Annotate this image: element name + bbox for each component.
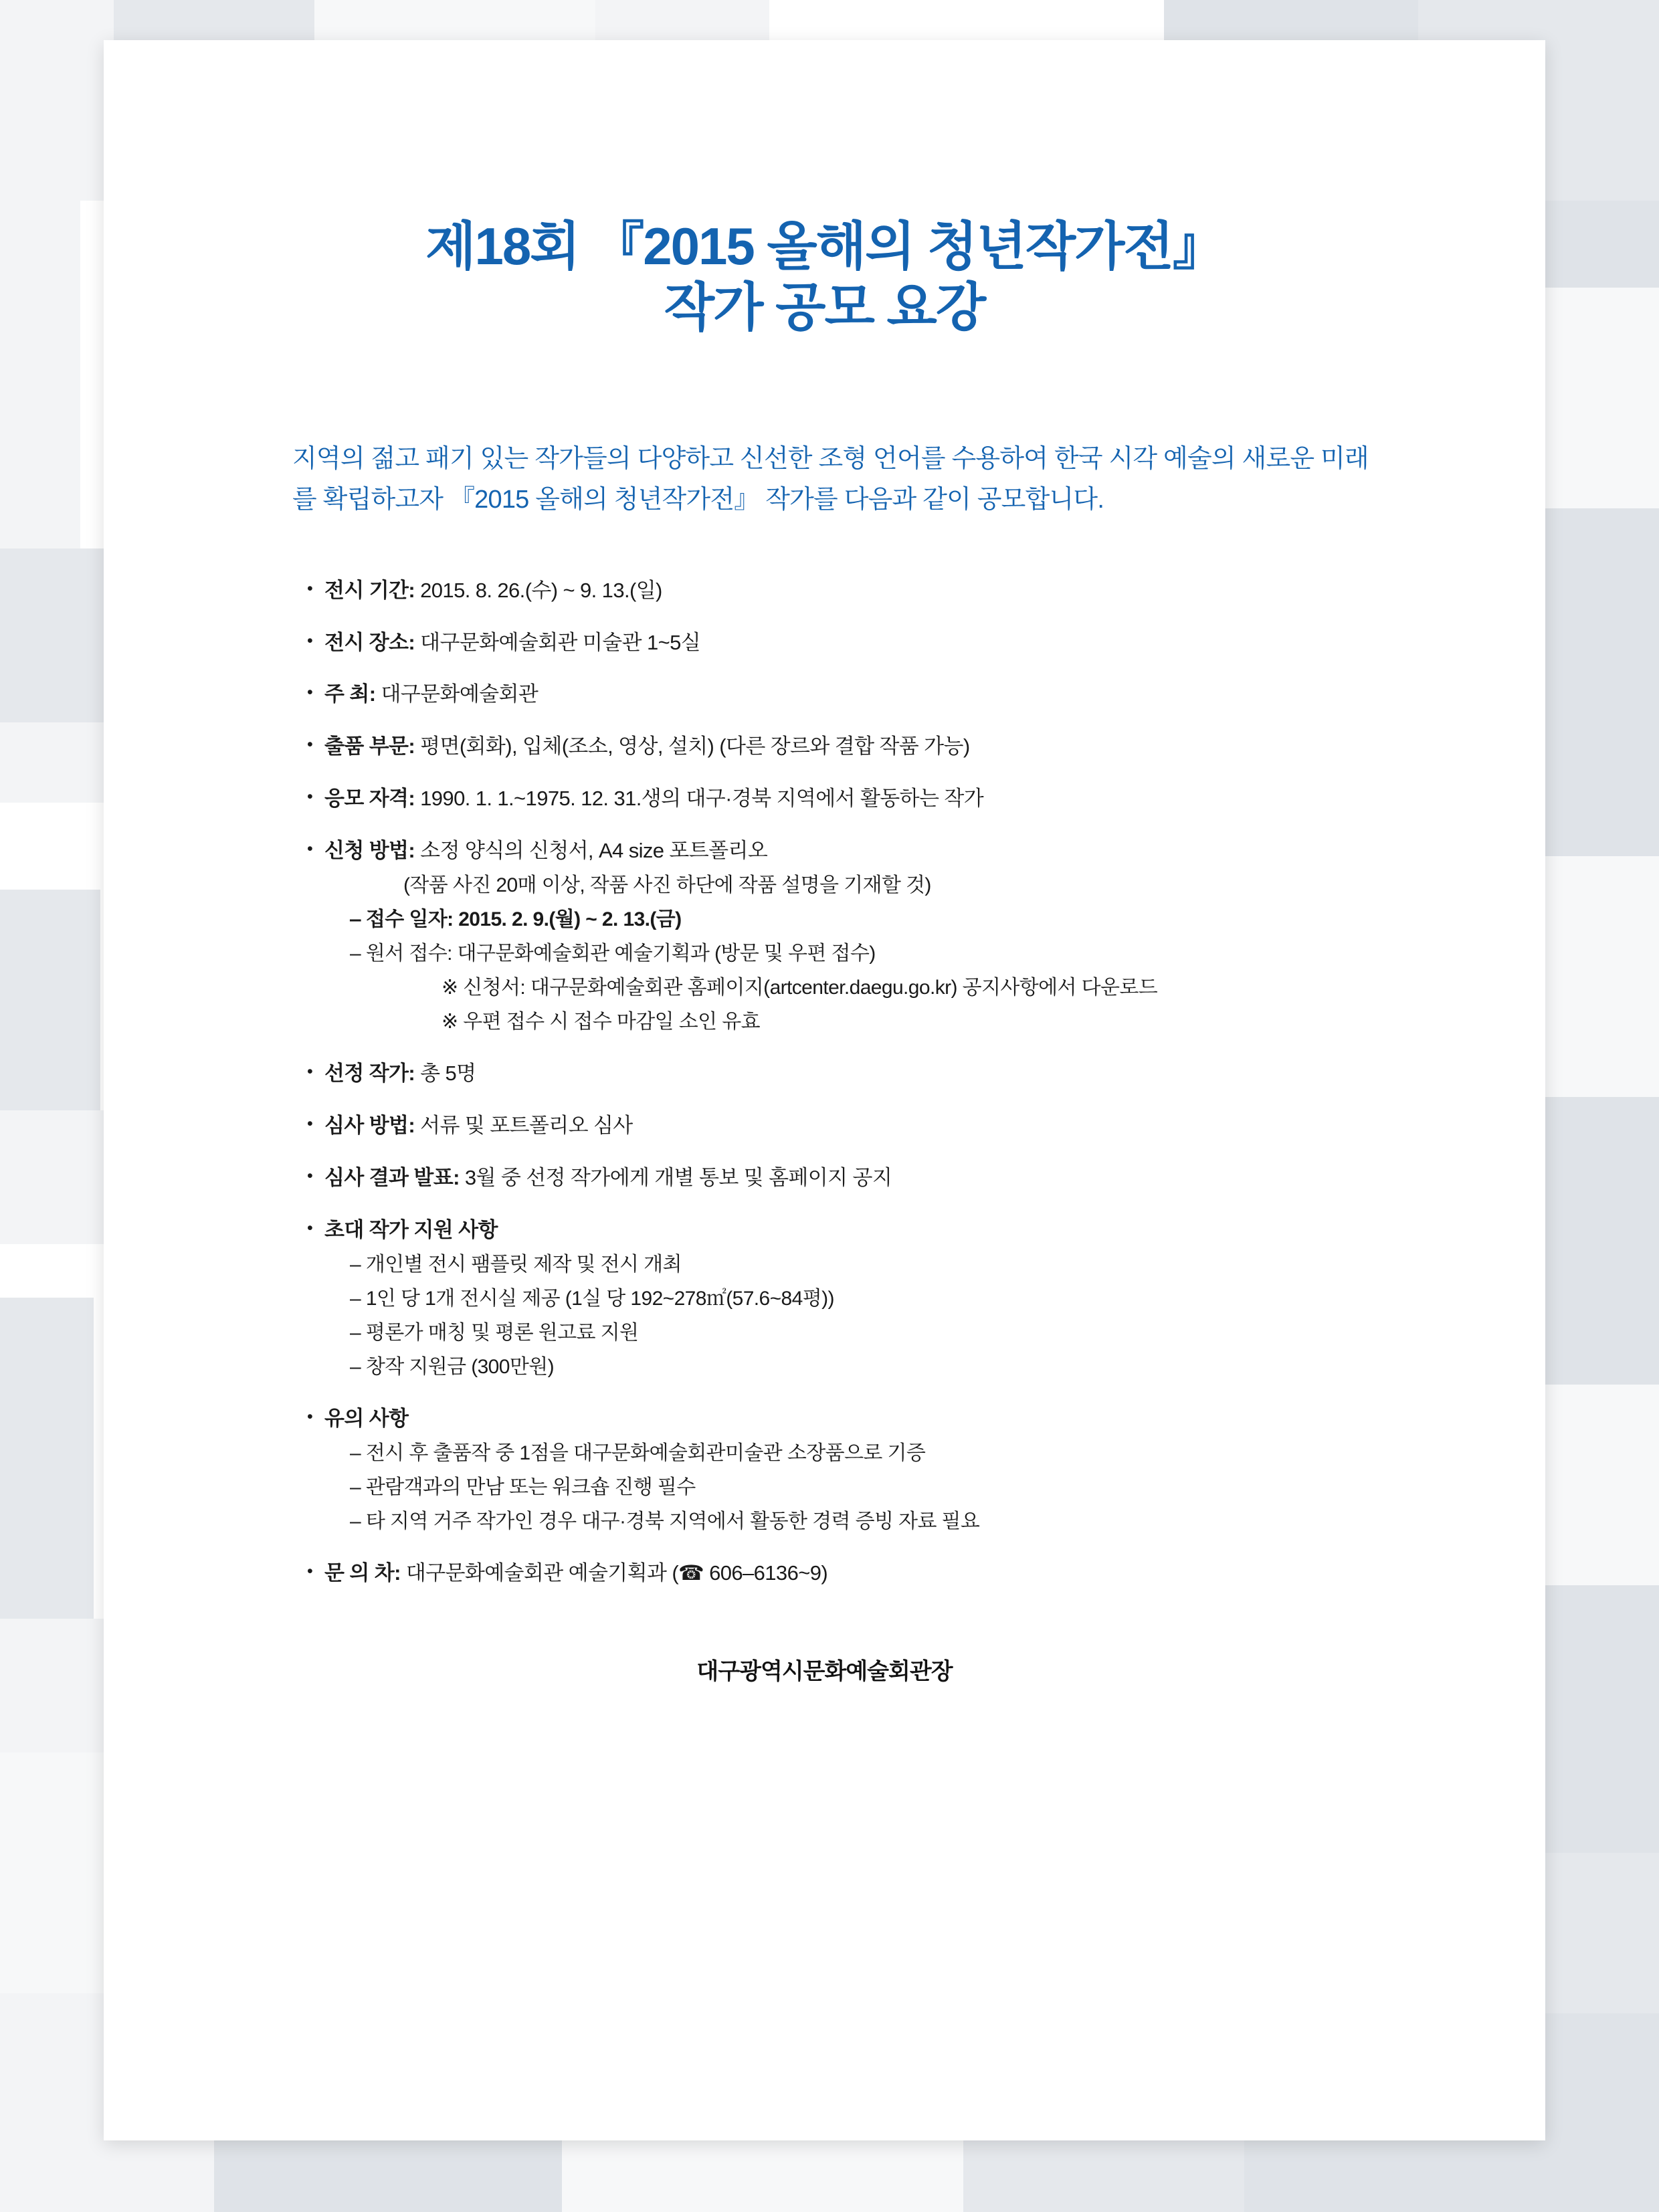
item-value: 총 5명 (420, 1062, 476, 1086)
list-item (307, 576, 1462, 606)
notice-line-2: ‒ 타 지역 거주 작가인 경우 대구·경북 지역에서 활동한 경력 증빙 자료 필요 (350, 1510, 980, 1532)
bullet-icon: • (307, 1062, 313, 1082)
item-label: 응모 자격: (324, 787, 415, 811)
item-value: 서류 및 포트폴리오 심사 (420, 1114, 633, 1138)
notice-label: 유의 사항 (324, 1406, 409, 1430)
apply-note: (작품 사진 20매 이상, 작품 사진 하단에 작품 설명을 기재할 것) (403, 874, 931, 897)
title-line-1: 제18회 『2015 올해의 청년작가전』 (425, 217, 1224, 276)
item-value: 2015. 8. 26.(수) ~ 9. 13.(일) (420, 578, 662, 602)
item-value: 1990. 1. 1.~1975. 12. 31.생의 대구·경북 지역에서 활동하는 작가 (420, 787, 984, 811)
bullet-icon: • (307, 631, 313, 650)
notice-block (307, 1404, 1462, 1536)
bullet-icon: • (307, 1219, 313, 1238)
bullet-icon: • (307, 1167, 313, 1186)
item-value: 대구문화예술회관 (381, 682, 539, 706)
bullet-icon: • (307, 839, 313, 859)
list-item (307, 680, 1462, 710)
contact-block (307, 1559, 1462, 1589)
poster-title (104, 217, 1545, 340)
apply-line-0: ‒ 접수 일자: 2015. 2. 9.(월) ~ 2. 13.(금) (350, 908, 682, 931)
notice-line-0: ‒ 전시 후 출품작 중 1점을 대구문화예술회관미술관 소장품으로 기증 (350, 1441, 926, 1464)
apply-line-3: ※ 우편 접수 시 접수 마감일 소인 유효 (442, 1011, 761, 1033)
bullet-icon: • (307, 787, 313, 807)
support-line-3: ‒ 창작 지원금 (300만원) (350, 1355, 554, 1378)
item-label: 전시 기간: (324, 578, 415, 602)
bullet-icon: • (307, 579, 313, 598)
intro-paragraph: 지역의 젊고 패기 있는 작가들의 다양하고 신선한 조형 언어를 수용하여 한국 시각 예술의 새로운 미래를 확립하고자 『2015 올해의 청년작가전』 작가를 다음과 같이 공모합니다. (292, 444, 1369, 514)
item-label: 선정 작가: (324, 1062, 415, 1086)
list-item (307, 1111, 1462, 1141)
bullet-icon: • (307, 735, 313, 755)
notice-line-1: ‒ 관람객과의 만남 또는 워크숍 진행 필수 (350, 1476, 696, 1498)
requirements-list (307, 576, 1462, 1589)
support-line-2: ‒ 평론가 매칭 및 평론 원고료 지원 (350, 1321, 639, 1344)
item-value: 대구문화예술회관 미술관 1~5실 (420, 630, 701, 654)
item-value: 평면(회화), 입체(조소, 영상, 설치) (다른 장르와 결합 작품 가능) (420, 734, 970, 759)
support-line-1: ‒ 1인 당 1개 전시실 제공 (1실 당 192~278㎡(57.6~84평)) (350, 1287, 834, 1310)
apply-value: 소정 양식의 신청서, A4 size 포트폴리오 (420, 839, 768, 863)
bullet-icon: • (307, 683, 313, 702)
bullet-icon: • (307, 1407, 313, 1426)
support-label: 초대 작가 지원 사항 (324, 1218, 498, 1242)
bullet-icon: • (307, 1114, 313, 1134)
item-label: 출품 부문: (324, 734, 415, 759)
apply-line-1: ‒ 원서 접수: 대구문화예술회관 예술기획과 (방문 및 우편 접수) (350, 942, 876, 965)
item-label: 주 최: (324, 682, 376, 706)
support-block (307, 1215, 1462, 1382)
list-item (307, 1059, 1462, 1089)
poster-content (104, 40, 1545, 2140)
contact-label: 문 의 차: (324, 1561, 401, 1585)
list-item (307, 1163, 1462, 1193)
contact-value: 대구문화예술회관 예술기획과 (☎ 606‒6136~9) (405, 1561, 828, 1585)
apply-method-block (307, 836, 1462, 1037)
list-item (307, 732, 1462, 762)
list-item (307, 628, 1462, 658)
bullet-icon: • (307, 1561, 313, 1581)
item-value: 3월 중 선정 작가에게 개별 통보 및 홈페이지 공지 (464, 1166, 892, 1190)
item-label: 심사 결과 발표: (324, 1166, 460, 1190)
support-line-0: ‒ 개인별 전시 팸플릿 제작 및 전시 개최 (350, 1253, 682, 1276)
item-label: 심사 방법: (324, 1114, 415, 1138)
title-line-2: 작가 공모 요강 (664, 278, 985, 337)
apply-line-2: ※ 신청서: 대구문화예술회관 홈페이지(artcenter.daegu.go.kr) 공지사항에서 다운로드 (442, 977, 1158, 999)
issuer-signature: 대구광역시문화예술회관장 (696, 1658, 953, 1684)
list-item (307, 784, 1462, 814)
apply-label: 신청 방법: (324, 839, 415, 863)
item-label: 전시 장소: (324, 630, 415, 654)
